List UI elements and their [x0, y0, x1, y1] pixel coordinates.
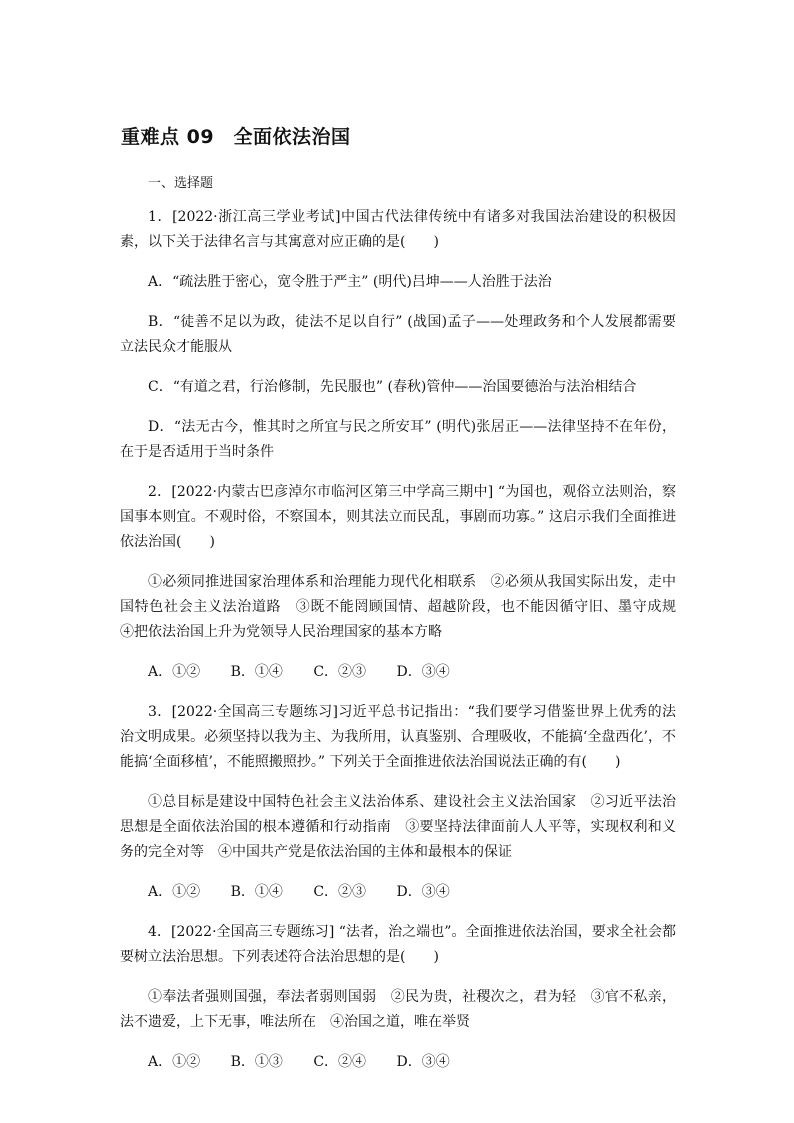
section-heading: 一、选择题: [148, 176, 214, 191]
q1-option-c: C．“有道之君，行治修制，先民服也” (春秋)管仲——治国要德治与法治相结合: [148, 379, 637, 395]
q3-choice-b: B．①④: [230, 884, 283, 900]
q1-option-d: D．“法无古今，惟其时之所宜与民之所安耳” (明代)张居正——法律坚持不在年份，在于是否适用于当时条件: [120, 419, 676, 460]
q4-choice-d: D．③④: [396, 1054, 450, 1070]
q1-option-a: A．“疏法胜于密心，宽令胜于严主” (明代)吕坤——人治胜于法治: [148, 274, 552, 290]
q4-items: ①奉法者强则国强，奉法者弱则国弱 ②民为贵，社稷次之，君为轻 ③官不私亲，法不遗爱，上下无事，唯法所在 ④治国之道，唯在举贤: [120, 989, 676, 1030]
q2-items: ①必须同推进国家治理体系和治理能力现代化相联系 ②必须从我国实际出发，走中国特色社会主义法治道路 ③既不能罔顾国情、超越阶段，也不能因循守旧、墨守成规 ④把依法治国上升为党领导人民治理国家的基本方略: [120, 574, 690, 640]
q2-choices: [148, 660, 676, 685]
q3-stem: 3．[2022·全国高三专题练习]习近平总书记指出：“我们要学习借鉴世界上优秀的法治文明成果。必须坚持以我为主、为我所用，认真鉴别、合理吸收，不能搞‘全盘西化’，不能搞‘全面移植’，不能照搬照抄。” 下列关于全面推进依法治国说法正确的有( ): [120, 704, 676, 770]
q1-option-b: B．“徒善不足以为政，徒法不足以自行” (战国)孟子——处理政务和个人发展都需要立法民众才能服从: [120, 314, 676, 355]
q3-choice-a: A．①②: [148, 884, 201, 900]
q3-choice-d: D．③④: [396, 884, 450, 900]
page-title: 重难点 09 全面依法治国: [121, 126, 351, 148]
q2-stem: 2．[2022·内蒙古巴彦淖尔市临河区第三中学高三期中] “为国也，观俗立法则治，察国事本则宜。不观时俗，不察国本，则其法立而民乱，事剧而功寡。” 这启示我们全面推进依法治国( ): [120, 484, 676, 550]
q4-choices: [148, 1050, 676, 1075]
q4-choice-b: B．①③: [230, 1054, 283, 1070]
q4-choice-c: C．②④: [313, 1054, 367, 1070]
q3-choices: [148, 880, 676, 905]
q3-items: ①总目标是建设中国特色社会主义法治体系、建设社会主义法治国家 ②习近平法治思想是全面依法治国的根本遵循和行动指南 ③要坚持法律面前人人平等，实现权利和义务的完全对等 ④中国共产党是依法治国的主体和最根本的保证: [120, 794, 676, 860]
q1-stem: 1．[2022·浙江高三学业考试]中国古代法律传统中有诸多对我国法治建设的积极因素，以下关于法律名言与其寓意对应正确的是( ): [120, 209, 676, 250]
q2-choice-d: D．③④: [396, 664, 450, 680]
q4-stem: 4．[2022·全国高三专题练习] “法者，治之端也”。全面推进依法治国，要求全社会都要树立法治思想。下列表述符合法治思想的是( ): [120, 924, 676, 965]
q3-choice-c: C．②③: [313, 884, 367, 900]
q2-choice-c: C．②③: [313, 664, 367, 680]
q4-choice-a: A．①②: [148, 1054, 201, 1070]
q2-choice-a: A．①②: [148, 664, 201, 680]
question-content: [120, 172, 690, 1090]
q2-choice-b: B．①④: [230, 664, 283, 680]
